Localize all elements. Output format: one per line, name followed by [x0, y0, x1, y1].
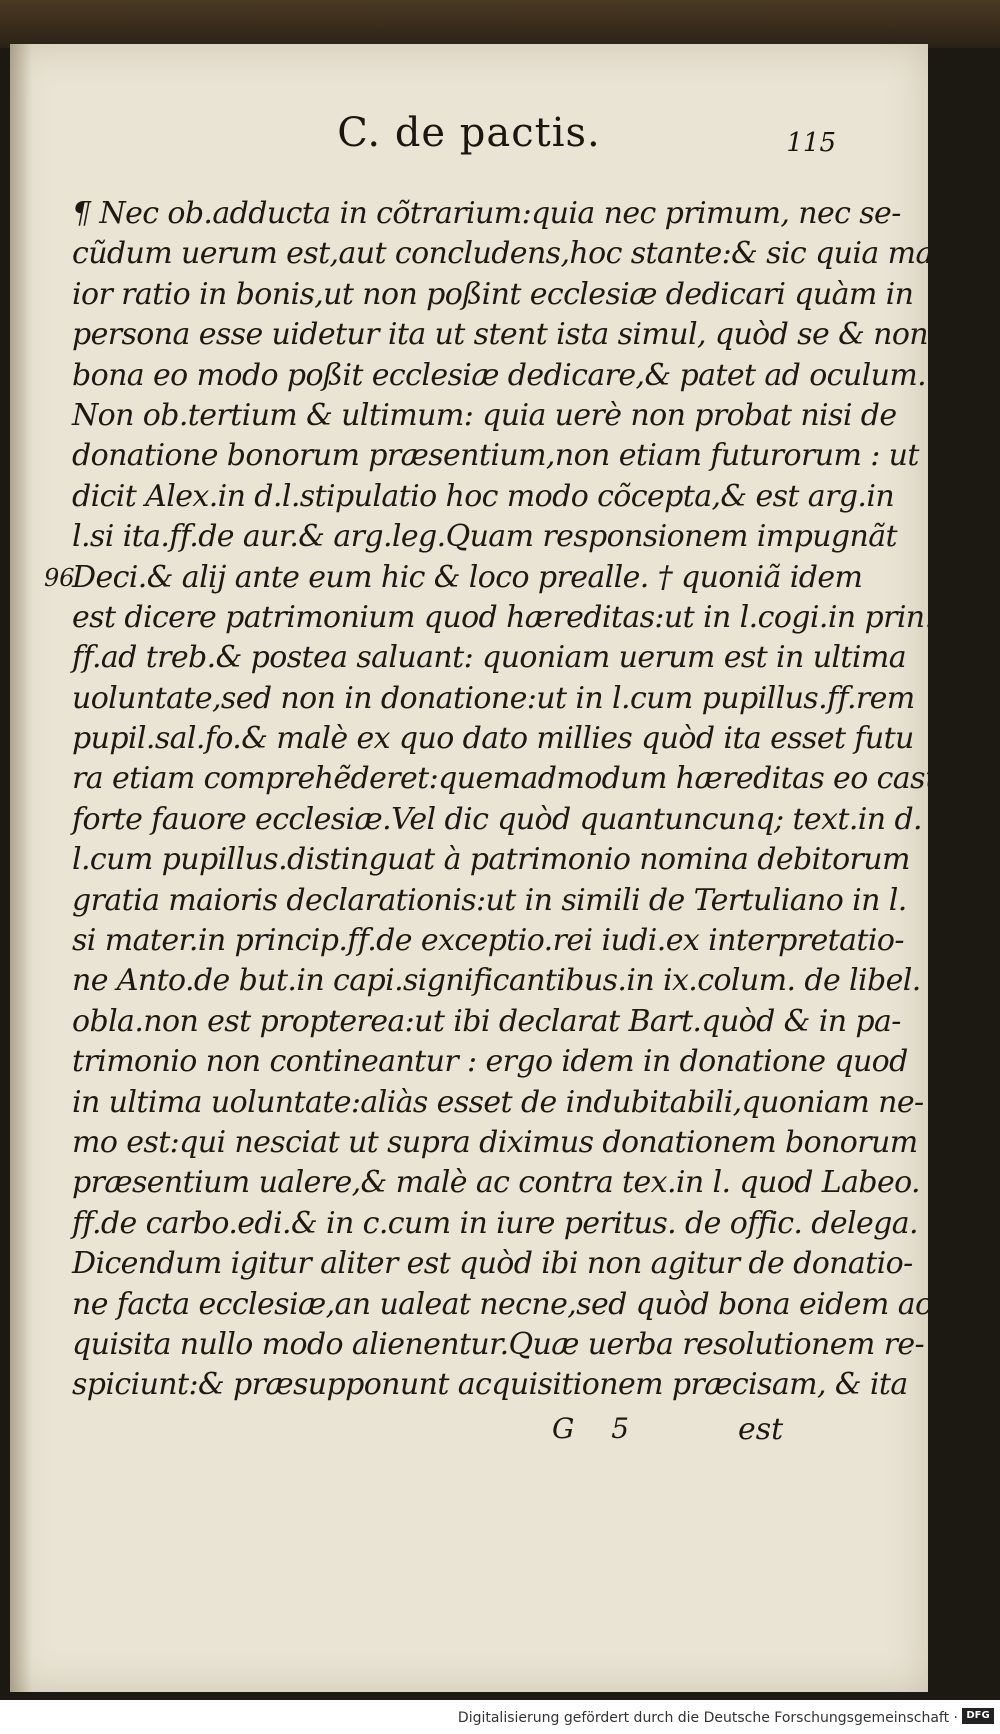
- footer-credit: Digitalisierung gefördert durch die Deutsche Forschungsgemeinschaft ·: [457, 1710, 958, 1726]
- text-line: l.cum pupillus.distinguat à patrimonio nomina debitorum: [72, 842, 910, 878]
- text-line: bona eo modo poßit ecclesiæ dedicare,& patet ad oculum.: [72, 357, 927, 393]
- text-line: ior ratio in bonis,ut non poßint ecclesiæ dedicari quàm in: [72, 276, 914, 312]
- book-page: [10, 44, 944, 1692]
- text-line: quisita nullo modo alienentur.Quæ uerba resolutionem re-: [72, 1326, 925, 1362]
- dfg-logo: DFG: [962, 1708, 994, 1724]
- text-line: persona esse uidetur ita ut stent ista simul, quòd se & non: [72, 317, 929, 353]
- text-line: ra etiam comprehẽderet:quemadmodum hæreditas eo casu: [72, 761, 944, 797]
- text-line: ne Anto.de but.in capi.significantibus.in ix.colum. de libel.: [72, 963, 921, 999]
- text-line: ne facta ecclesiæ,an ualeat necne,sed quòd bona eidem ac-: [72, 1286, 941, 1322]
- text-line: spiciunt:& præsupponunt acquisitionem præcisam, & ita: [72, 1367, 908, 1403]
- text-line: mo est:qui nesciat ut supra diximus donationem bonorum: [72, 1124, 918, 1160]
- text-line: Dicendum igitur aliter est quòd ibi non agitur de donatio-: [72, 1246, 913, 1282]
- text-line: cũdum uerum est,aut concludens,hoc stante:& sic quia ma: [72, 236, 933, 272]
- text-line: uoluntate,sed non in donatione:ut in l.cum pupillus.ff.rem: [72, 680, 915, 716]
- catchword: est: [738, 1412, 784, 1447]
- text-line: Deci.& alij ante eum hic & loco prealle. † quoniã idem: [72, 559, 863, 595]
- text-line: pupil.sal.fo.& malè ex quo dato millies quòd ita esset futu: [72, 721, 914, 757]
- text-block: [72, 194, 944, 1406]
- running-head: C. de pactis.: [337, 110, 601, 156]
- text-line: dicit Alex.in d.l.stipulatio hoc modo cõcepta,& est arg.in: [72, 478, 895, 514]
- text-line: præsentium ualere,& malè ac contra tex.in l. quod Labeo.: [72, 1165, 920, 1201]
- footer-bar: [0, 1700, 1000, 1734]
- text-line: ff.de carbo.edi.& in c.cum in iure peritus. de offic. delega.: [72, 1205, 918, 1241]
- text-line: donatione bonorum præsentium,non etiam futurorum : ut: [72, 438, 919, 474]
- page-spine-shadow: [10, 44, 32, 1692]
- text-line: gratia maioris declarationis:ut in simili de Tertuliano in l.: [72, 882, 907, 918]
- page-top-edge: [0, 0, 1000, 48]
- page-number: 115: [786, 128, 836, 158]
- text-line: ¶ Nec ob.adducta in cõtrarium:quia nec primum, nec se-: [72, 196, 901, 231]
- signature-mark: G 5: [552, 1412, 644, 1445]
- text-line: forte fauore ecclesiæ.Vel dic quòd quantuncunq; text.in d.: [72, 801, 922, 837]
- text-line: obla.non est propterea:ut ibi declarat Bart.quòd & in pa-: [72, 1003, 901, 1039]
- text-line: l.si ita.ff.de aur.& arg.leg.Quam responsionem impugnãt: [72, 519, 897, 555]
- margin-number: 96: [44, 564, 75, 592]
- text-line: si mater.in princip.ff.de exceptio.rei iudi.ex interpretatio-: [72, 923, 904, 959]
- text-line: in ultima uoluntate:aliàs esset de indubitabili,quoniam ne-: [72, 1084, 924, 1120]
- text-line: trimonio non contineantur : ergo idem in donatione quod: [72, 1044, 908, 1080]
- text-line: est dicere patrimonium quod hæreditas:ut in l.cogi.in prin.: [72, 599, 934, 635]
- text-line: ff.ad treb.& postea saluant: quoniam uerum est in ultima: [72, 640, 907, 676]
- text-line: Non ob.tertium & ultimum: quia uerè non probat nisi de: [72, 397, 897, 433]
